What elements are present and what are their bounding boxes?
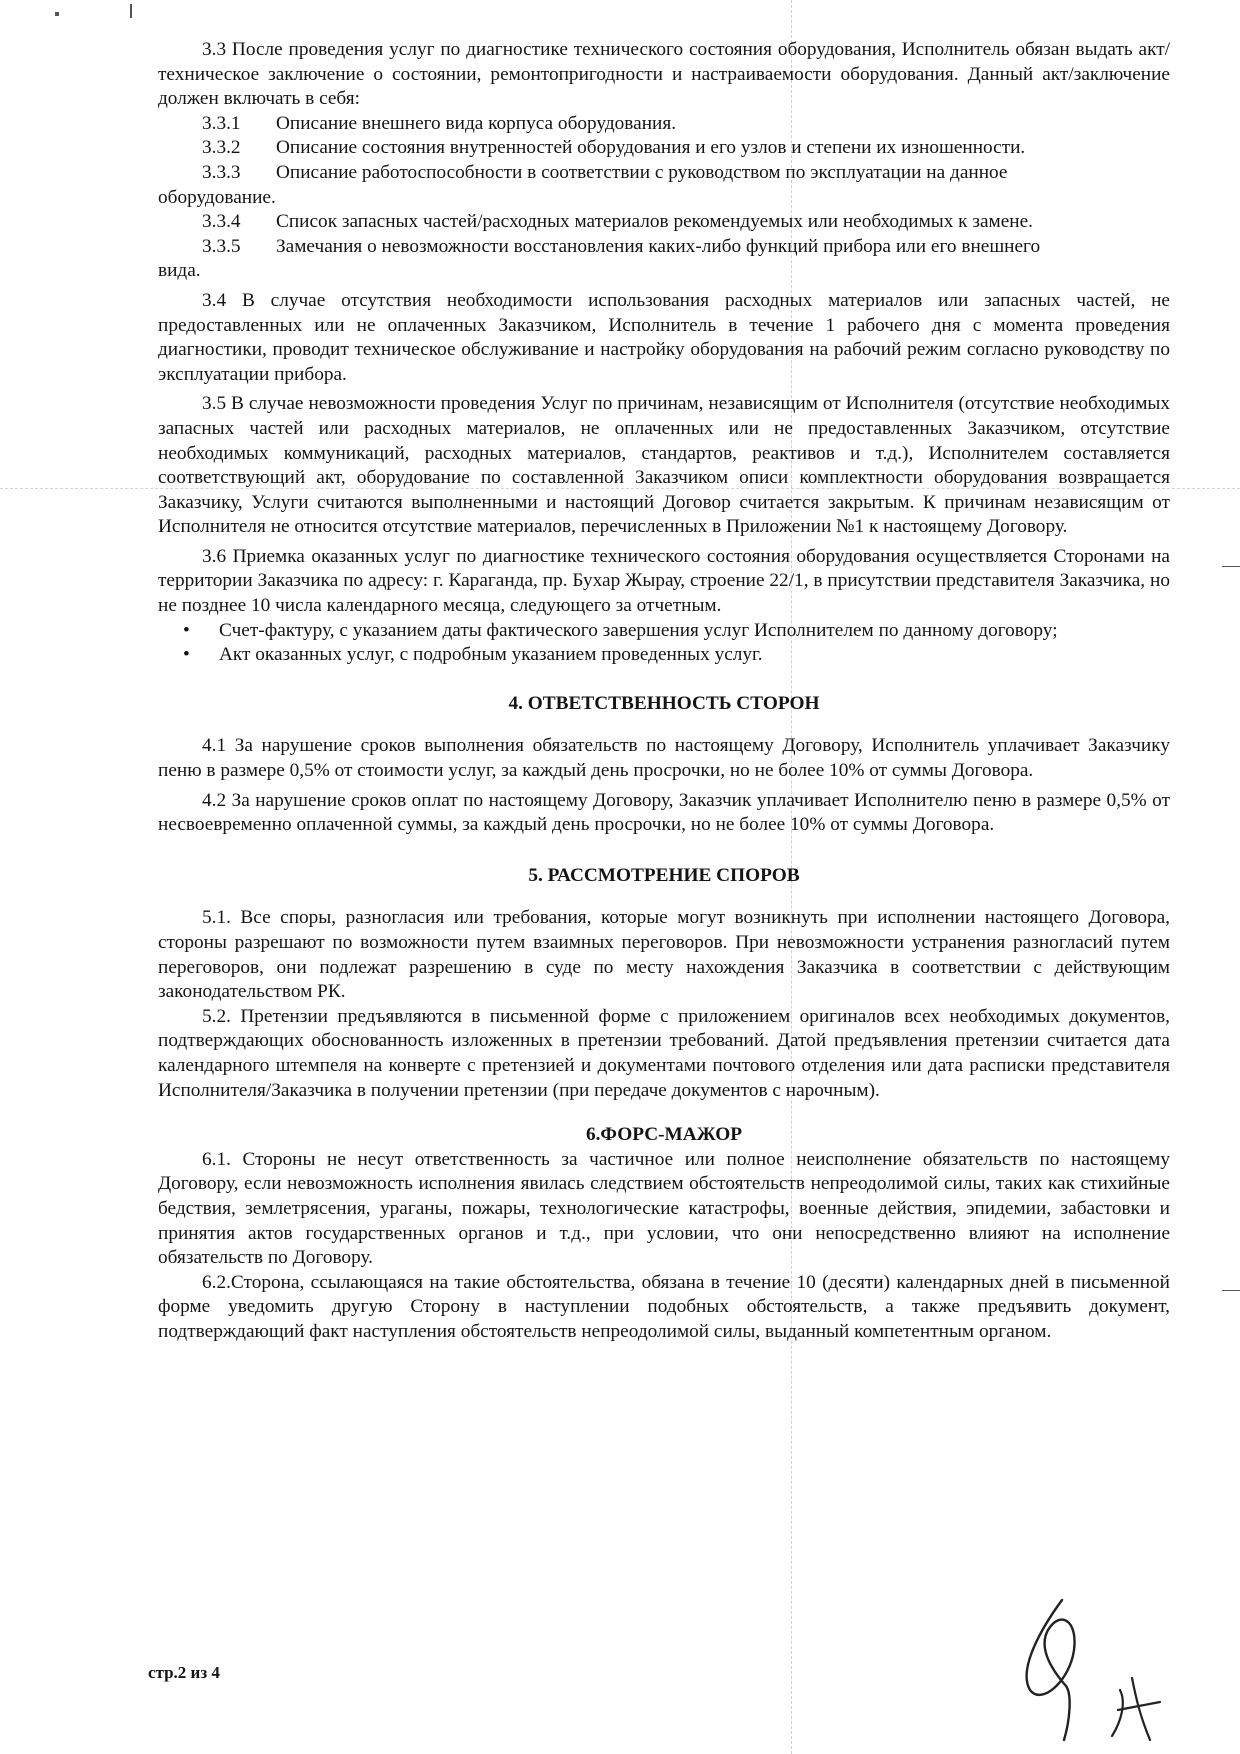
item-number: 3.3.1 [202,112,241,134]
item-text: Описание состояния внутренностей оборудования и его узлов и степени их изношенности. [276,137,1026,159]
item-3-3-5-continuation: вида. [158,260,201,282]
item-number: 3.3.3 [202,161,241,183]
paragraph-3-5: 3.5 В случае невозможности проведения Услуг по причинам, независящим от Исполнителя (отсутствие необходимых запасных частей или расходных материалов, не оплаченных или не предоставленных Заказчиком, отсутствие необходимых коммуникаций, расходных материалов, стандартов, реактивов и т.д.), Исполнителем составляется соответствующий акт, оборудование по составленной Заказчиком описи комплектности оборудования возвращается Заказчику, Услуги считаются выполненными и настоящий Договор считается закрытым. К причинам независящим от Исполнителя не относится отсутствие материалов, перечисленных в Приложении №1 к настоящему Договору. [158,393,1170,538]
handwritten-signature [1000,1590,1200,1750]
section-heading-6: 6.ФОРС-МАЖОР [585,1124,743,1146]
item-3-3-2 [158,136,1170,161]
paragraph-5-1: 5.1. Все споры, разногласия или требования, которые могут возникнуть при исполнении настоящего Договора, стороны разрешают по возможности путем взаимных переговоров. При невозможности устранения разногласий путем переговоров, они подлежат разрешению в суде по месту нахождения Заказчика в соответствии с действующим законодательством РК. [158,907,1170,1003]
paragraph-5-2: 5.2. Претензии предъявляются в письменной форме с приложением оригиналов всех необходимых документов, подтверждающих обоснованность изложенных в претензии требований. Датой предъявления претензии считается дата календарного штемпеля на конверте с претензией и документами почтового отделения или дата расписки представителя Исполнителя/Заказчика в получении претензии (при передаче документов с нарочным). [158,1005,1170,1101]
item-3-3-3 [158,161,1170,186]
section-heading-5: 5. РАССМОТРЕНИЕ СПОРОВ [528,864,800,886]
bullet-item-act [158,643,1170,668]
item-text: Список запасных частей/расходных материалов рекомендуемых или необходимых к замене. [276,211,1034,233]
item-3-3-3-continuation: оборудование. [158,186,276,208]
bullet-text: Счет-фактуру, с указанием даты фактического завершения услуг Исполнителем по данному договору; [219,619,1058,641]
page-number: стр.2 из 4 [148,1663,220,1682]
paragraph-3-4: 3.4 В случае отсутствия необходимости использования расходных материалов или запасных частей, не предоставленных или не оплаченных Заказчиком, Исполнитель в течение 1 рабочего дня с момента проведения диагностики, проводит техническое обслуживание и настройку оборудования на рабочий режим согласно руководству по эксплуатации прибора. [158,289,1170,385]
bullet-item-invoice [158,619,1170,644]
bullet-icon: • [183,644,190,666]
paragraph-6-2: 6.2.Сторона, ссылающаяся на такие обстоятельства, обязана в течение 10 (десяти) календарных дней в письменной форме уведомить другую Сторону в наступлении подобных обстоятельств, а также предъявить документ, подтверждающий факт наступления обстоятельств непреодолимой силы, выданный компетентным органом. [158,1271,1170,1342]
section-heading-4: 4. ОТВЕТСТВЕННОСТЬ СТОРОН [508,692,820,714]
bullet-text: Акт оказанных услуг, с подробным указанием проведенных услуг. [219,644,763,666]
item-number: 3.3.4 [202,211,241,233]
paragraph-4-1: 4.1 За нарушение сроков выполнения обязательств по настоящему Договору, Исполнитель уплачивает Заказчику пеню в размере 0,5% от стоимости услуг, за каждый день просрочки, но не более 10% от суммы Договора. [158,735,1170,782]
item-3-3-1 [158,112,1170,137]
paragraph-4-2: 4.2 За нарушение сроков оплат по настоящему Договору, Заказчик уплачивает Исполнителю пеню в размере 0,5% от несвоевременно оплаченной суммы, за каждый день просрочки, но не более 10% от суммы Договора. [158,789,1170,836]
document-body [158,38,1170,1345]
paragraph-3-6: 3.6 Приемка оказанных услуг по диагностике технического состояния оборудования осуществляется Сторонами на территории Заказчика по адресу: г. Караганда, пр. Бухар Жырау, строение 22/1, в присутствии представителя Заказчика, но не позднее 10 числа календарного месяца, следующего за отчетным. [158,545,1170,617]
item-text: Описание внешнего вида корпуса оборудования. [276,112,677,134]
paragraph-6-1: 6.1. Стороны не несут ответственность за частичное или полное неисполнение обязательств по настоящему Договору, если невозможность исполнения явилась следствием обстоятельств непреодолимой силы, таких как стихийные бедствия, землетрясения, ураганы, пожары, технологические катастрофы, военные действия, эпидемии, забастовки и принятия актов государственных органов и т.д., при условии, что они непосредственно влияют на исполнение обязательств по Договору. [158,1148,1170,1269]
scan-speck [55,12,59,16]
paragraph-3-3: 3.3 После проведения услуг по диагностике технического состояния оборудования, Исполнитель обязан выдать акт/техническое заключение о состоянии, ремонтопригодности и настраиваемости оборудования. Данный акт/заключение должен включать в себя: [158,39,1170,110]
scan-speck [1222,1290,1240,1291]
item-text: Замечания о невозможности восстановления каких-либо функций прибора или его внешнего [276,235,1041,257]
scan-speck [130,4,132,18]
scan-speck [1222,566,1240,567]
item-number: 3.3.2 [202,137,241,159]
bullet-icon: • [183,619,190,641]
item-text: Описание работоспособности в соответствии с руководством по эксплуатации на данное [276,161,1008,183]
item-3-3-5 [158,235,1170,260]
item-3-3-4 [158,210,1170,235]
item-number: 3.3.5 [202,235,241,257]
